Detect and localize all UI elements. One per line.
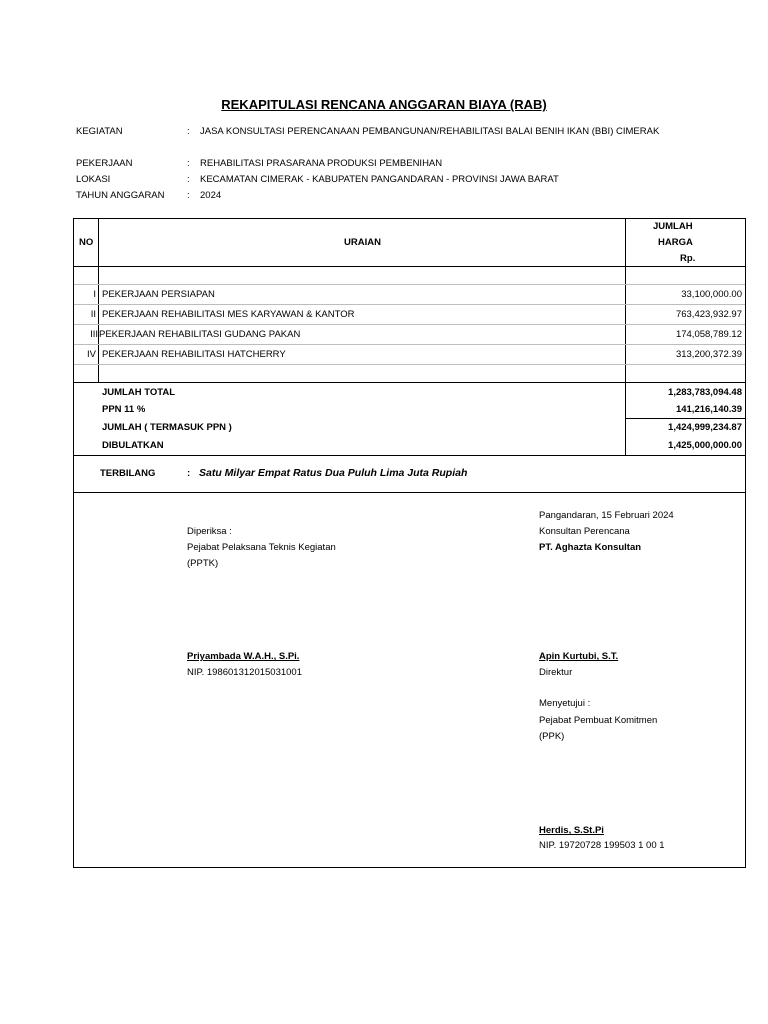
- jumlah-ppn-label: JUMLAH ( TERMASUK PPN ): [102, 422, 232, 433]
- pekerjaan-label: PEKERJAAN: [76, 158, 133, 169]
- ppk-nip: NIP. 19720728 199503 1 00 1: [539, 840, 665, 851]
- diperiksa-label: Diperiksa :: [187, 526, 232, 537]
- row-uraian: PEKERJAAN REHABILITASI HATCHERRY: [102, 349, 286, 360]
- row-harga: 313,200,372.39: [675, 349, 742, 360]
- header-no: NO: [79, 237, 94, 248]
- pptk-name: Priyambada W.A.H., S.Pi.: [187, 651, 300, 662]
- ppn-value: 141,216,140.39: [675, 404, 742, 415]
- pekerjaan-value: REHABILITASI PRASARANA PRODUKSI PEMBENIHAN: [200, 158, 443, 169]
- pptk-abbr: (PPTK): [187, 558, 219, 569]
- row-harga: 33,100,000.00: [681, 289, 742, 300]
- header-rp: Rp.: [680, 253, 696, 264]
- lokasi-value: KECAMATAN CIMERAK - KABUPATEN PANGANDARAN - PROVINSI JAWA BARAT: [200, 174, 559, 185]
- tahun-colon: :: [187, 190, 190, 201]
- pptk-role: Pejabat Pelaksana Teknis Kegiatan: [187, 542, 336, 553]
- dibulatkan-label: DIBULATKAN: [102, 440, 164, 451]
- rab-table: [73, 218, 746, 868]
- lokasi-label: LOKASI: [76, 174, 111, 185]
- column-divider: [98, 219, 99, 382]
- kegiatan-value: JASA KONSULTASI PERENCANAAN PEMBANGUNAN/REHABILITASI BALAI BENIH IKAN (BBI) CIMERAK: [200, 126, 660, 137]
- konsultan-role: Konsultan Perencana: [539, 526, 630, 537]
- terbilang-label: TERBILANG: [100, 468, 156, 479]
- row-divider: [74, 324, 745, 325]
- row-uraian: PEKERJAAN REHABILITASI MES KARYAWAN & KANTOR: [102, 309, 355, 320]
- row-divider: [74, 364, 745, 365]
- row-divider: [74, 284, 745, 285]
- direktur-role: Direktur: [539, 667, 573, 678]
- row-harga: 174,058,789.12: [675, 329, 742, 340]
- row-divider: [74, 492, 745, 493]
- total-value: 1,283,783,094.48: [668, 387, 742, 398]
- column-divider: [625, 219, 626, 455]
- row-no: III: [90, 329, 98, 340]
- row-uraian: PEKERJAAN REHABILITASI GUDANG PAKAN: [99, 329, 301, 340]
- row-no: I: [93, 289, 96, 300]
- row-divider: [625, 418, 745, 419]
- dibulatkan-value: 1,425,000,000.00: [668, 440, 742, 451]
- pptk-nip: NIP. 198601312015031001: [187, 667, 302, 678]
- place-date: Pangandaran, 15 Februari 2024: [539, 510, 674, 521]
- terbilang-colon: :: [187, 468, 191, 479]
- row-no: IV: [87, 349, 96, 360]
- kegiatan-colon: :: [187, 126, 190, 137]
- lokasi-colon: :: [187, 174, 190, 185]
- ppn-label: PPN 11 %: [102, 404, 146, 415]
- header-uraian: URAIAN: [344, 237, 381, 248]
- tahun-label: TAHUN ANGGARAN: [76, 190, 165, 201]
- row-divider: [74, 266, 745, 267]
- ppk-name: Herdis, S.St.Pi: [539, 825, 604, 836]
- jumlah-ppn-value: 1,424,999,234.87: [668, 422, 742, 433]
- terbilang-value: Satu Milyar Empat Ratus Dua Puluh Lima Juta Rupiah: [199, 467, 468, 479]
- kegiatan-label: KEGIATAN: [76, 126, 123, 137]
- total-label: JUMLAH TOTAL: [102, 387, 176, 398]
- row-harga: 763,423,932.97: [675, 309, 742, 320]
- konsultan-company: PT. Aghazta Konsultan: [539, 542, 642, 553]
- pekerjaan-colon: :: [187, 158, 190, 169]
- row-divider: [74, 382, 745, 383]
- direktur-name: Apin Kurtubi, S.T.: [539, 651, 619, 662]
- row-divider: [74, 304, 745, 305]
- header-harga: HARGA: [658, 237, 693, 248]
- header-jumlah: JUMLAH: [653, 221, 693, 232]
- row-no: II: [90, 309, 96, 320]
- ppk-abbr: (PPK): [539, 731, 565, 742]
- row-divider: [74, 344, 745, 345]
- row-uraian: PEKERJAAN PERSIAPAN: [102, 289, 215, 300]
- row-divider: [74, 455, 745, 456]
- ppk-role: Pejabat Pembuat Komitmen: [539, 715, 658, 726]
- menyetujui-label: Menyetujui :: [539, 698, 591, 709]
- page-title: REKAPITULASI RENCANA ANGGARAN BIAYA (RAB): [221, 97, 547, 112]
- tahun-value: 2024: [200, 190, 222, 201]
